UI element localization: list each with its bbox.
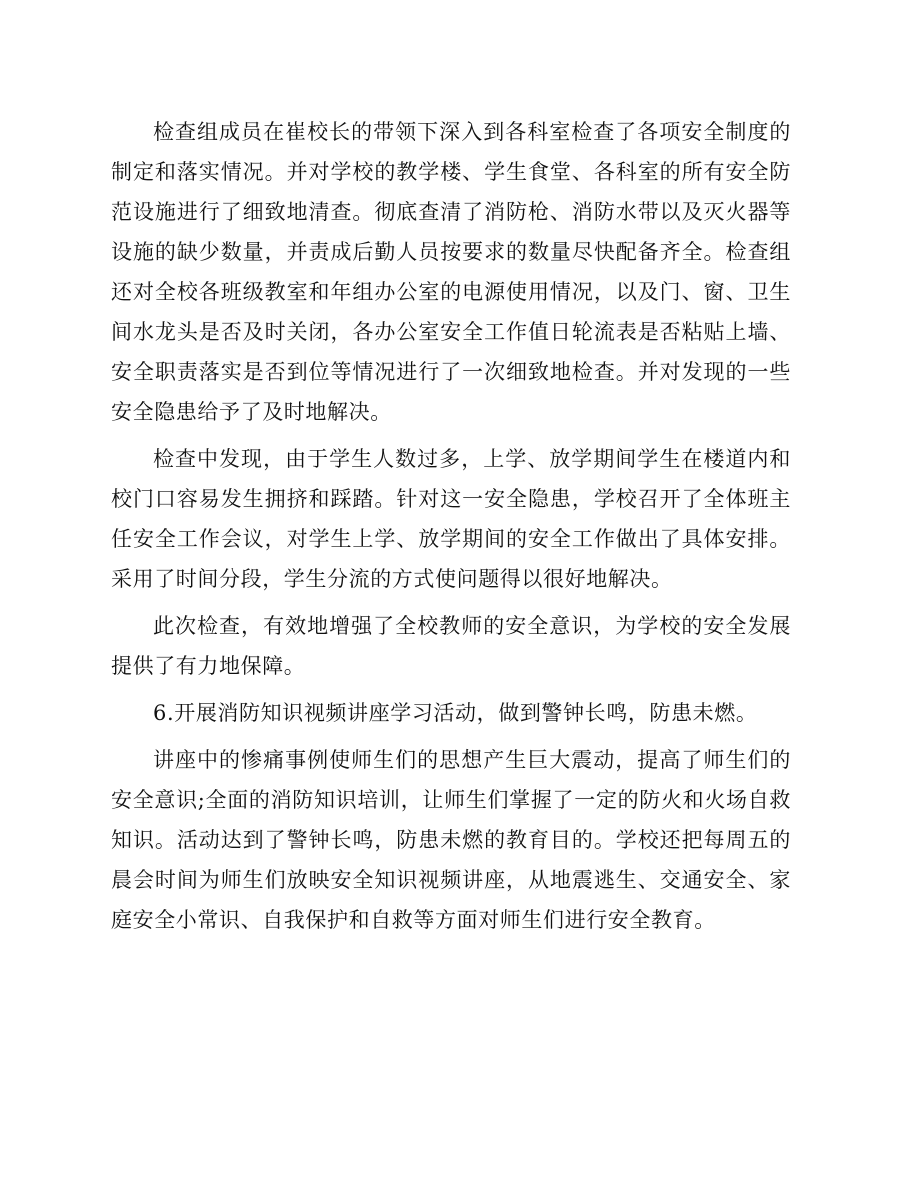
paragraph-inspection-result: 此次检查，有效地增强了全校教师的安全意识，为学校的安全发展提供了有力地保障。 <box>111 614 791 678</box>
paragraph-crowding-issue: 检查中发现，由于学生人数过多，上学、放学期间学生在楼道内和校门口容易发生拥挤和踩踏。针对这一安全隐患，学校召开了全体班主任安全工作会议，对学生上学、放学期间的安全工作做出了具体安排。采用了时间分段，学生分流的方式使问题得以很好地解决。 <box>111 447 791 591</box>
paragraph-lecture-effects: 讲座中的惨痛事例使师生们的思想产生巨大震动，提高了师生们的安全意识;全面的消防知识培训，让师生们掌握了一定的防火和火场自救知识。活动达到了警钟长鸣，防患未燃的教育目的。学校还把每周五的晨会时间为师生们放映安全知识视频讲座，从地震逃生、交通安全、家庭安全小常识、自我保护和自救等方面对师生们进行安全教育。 <box>111 748 791 932</box>
section-heading-fire-lecture: 6.开展消防知识视频讲座学习活动，做到警钟长鸣，防患未燃。 <box>153 701 758 725</box>
document-body <box>111 112 791 947</box>
paragraph-inspection-details: 检查组成员在崔校长的带领下深入到各科室检查了各项安全制度的制定和落实情况。并对学校的教学楼、学生食堂、各科室的所有安全防范设施进行了细致地清查。彻底查清了消防枪、消防水带以及灭火器等设施的缺少数量，并责成后勤人员按要求的数量尽快配备齐全。检查组还对全校各班级教室和年组办公室的电源使用情况，以及门、窗、卫生间水龙头是否及时关闭，各办公室安全工作值日轮流表是否粘贴上墙、安全职责落实是否到位等情况进行了一次细致地检查。并对发现的一些安全隐患给予了及时地解决。 <box>111 120 791 424</box>
